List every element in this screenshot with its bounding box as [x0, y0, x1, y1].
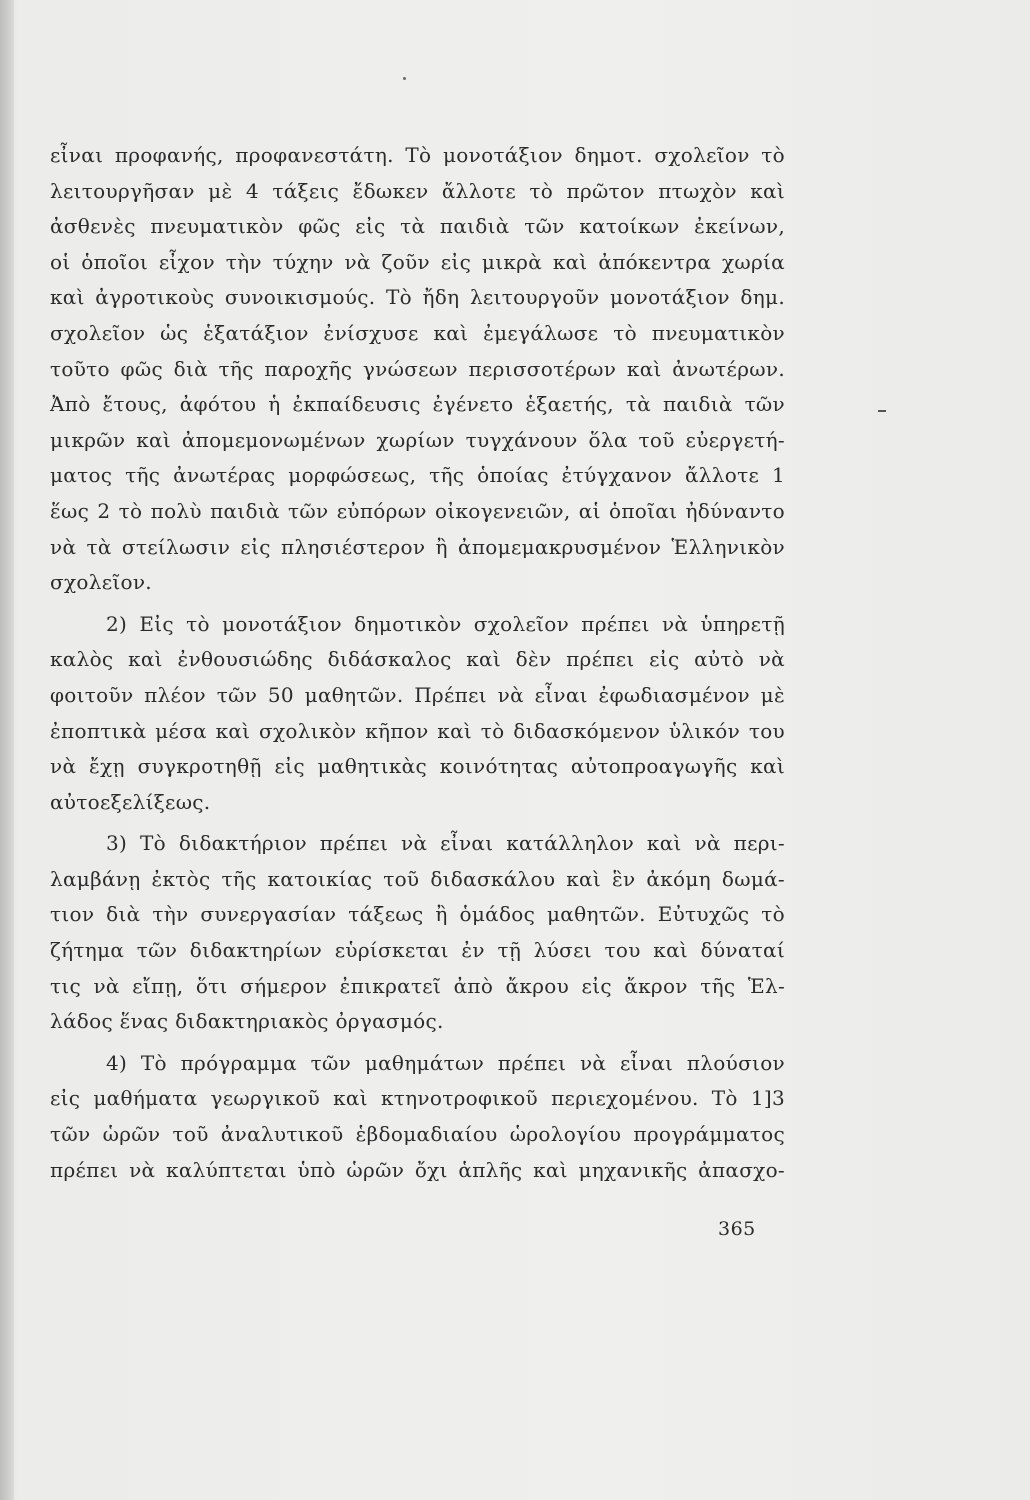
text-line: εἶναι προφανής, προφανεστάτη. Τὸ μονοτάξιον δημοτ. σχολεῖον τὸ [50, 143, 785, 167]
text-line: 4) Τὸ πρόγραμμα τῶν μαθημάτων πρέπει νὰ εἶναι πλούσιον [106, 1050, 785, 1075]
text-line: ἐποπτικὰ μέσα καὶ σχολικὸν κῆπον καὶ τὸ διδασκόμενον ὑλικόν του [50, 718, 785, 743]
text-line: σχολεῖον. [50, 570, 152, 595]
text-line: τις νὰ εἴπῃ, ὅτι σήμερον ἐπικρατεῖ ἀπὸ ἄκρου εἰς ἄκρον τῆς Ἑλ- [50, 973, 785, 998]
text-line: τοῦτο φῶς διὰ τῆς παροχῆς γνώσεων περισσοτέρων καὶ ἀνωτέρων. [50, 356, 785, 381]
margin-tick-mark [878, 410, 886, 412]
text-line: νὰ ἔχῃ συγκροτηθῇ εἰς μαθητικὰς κοινότητας αὐτοπροαγωγῆς καὶ [50, 754, 785, 779]
ink-speck [403, 77, 406, 80]
text-line: τιον διὰ τὴν συνεργασίαν τάξεως ἢ ὁμάδος μαθητῶν. Εὐτυχῶς τὸ [50, 902, 785, 927]
body-text [50, 138, 785, 1188]
text-line: εἰς μαθήματα γεωργικοῦ καὶ κτηνοτροφικοῦ περιεχομένου. Τὸ 1]3 [50, 1086, 785, 1111]
text-line: λαμβάνῃ ἐκτὸς τῆς κατοικίας τοῦ διδασκάλου καὶ ἓν ἀκόμη δωμά- [50, 866, 785, 891]
text-line: ἀσθενὲς πνευματικὸν φῶς εἰς τὰ παιδιὰ τῶν κατοίκων ἐκείνων, [50, 214, 785, 239]
text-line: 2) Εἰς τὸ μονοτάξιον δημοτικὸν σχολεῖον πρέπει νὰ ὑπηρετῇ [106, 611, 785, 636]
text-line: οἱ ὁποῖοι εἶχον τὴν τύχην νὰ ζοῦν εἰς μικρὰ καὶ ἀπόκεντρα χωρία [50, 249, 785, 274]
text-line: 3) Τὸ διδακτήριον πρέπει νὰ εἶναι κατάλληλον καὶ νὰ περι- [106, 831, 785, 856]
text-line: μικρῶν καὶ ἀπομεμονωμένων χωρίων τυγχάνουν ὅλα τοῦ εὐεργετή- [50, 427, 785, 452]
text-line: ματος τῆς ἀνωτέρας μορφώσεως, τῆς ὁποίας ἐτύγχανον ἄλλοτε 1 [50, 463, 785, 488]
text-line: αὐτοεξελίξεως. [50, 789, 211, 814]
text-line: ζήτημα τῶν διδακτηρίων εὑρίσκεται ἐν τῇ λύσει του καὶ δύναταί [50, 938, 785, 963]
text-line: φοιτοῦν πλέον τῶν 50 μαθητῶν. Πρέπει νὰ εἶναι ἐφωδιασμένον μὲ [50, 682, 785, 707]
text-line: Ἀπὸ ἔτους, ἀφότου ἡ ἐκπαίδευσις ἐγένετο ἑξαετής, τὰ παιδιὰ τῶν [50, 392, 785, 417]
page-spine-shadow [0, 0, 14, 1500]
text-line: νὰ τὰ στείλωσιν εἰς πλησιέστερον ἢ ἀπομεμακρυσμένον Ἑλληνικὸν [50, 534, 785, 559]
page-number: 365 [718, 1218, 756, 1240]
text-line: καλὸς καὶ ἐνθουσιώδης διδάσκαλος καὶ δὲν πρέπει εἰς αὐτὸ νὰ [50, 647, 785, 672]
text-line: λάδος ἕνας διδακτηριακὸς ὀργασμός. [50, 1009, 444, 1034]
text-line: πρέπει νὰ καλύπτεται ὑπὸ ὡρῶν ὄχι ἁπλῆς καὶ μηχανικῆς ἀπασχο- [50, 1157, 785, 1182]
text-line: καὶ ἀγροτικοὺς συνοικισμούς. Τὸ ἤδη λειτουργοῦν μονοτάξιον δημ. [50, 285, 785, 310]
text-line: τῶν ὡρῶν τοῦ ἀναλυτικοῦ ἑβδομαδιαίου ὡρολογίου προγράμματος [50, 1122, 785, 1147]
text-line: λειτουργῆσαν μὲ 4 τάξεις ἔδωκεν ἄλλοτε τὸ πρῶτον πτωχὸν καὶ [50, 178, 785, 203]
text-line: ἕως 2 τὸ πολὺ παιδιὰ τῶν εὐπόρων οἰκογενειῶν, αἱ ὁποῖαι ἠδύναντο [50, 498, 785, 523]
text-line: σχολεῖον ὡς ἑξατάξιον ἐνίσχυσε καὶ ἐμεγάλωσε τὸ πνευματικὸν [50, 320, 785, 345]
